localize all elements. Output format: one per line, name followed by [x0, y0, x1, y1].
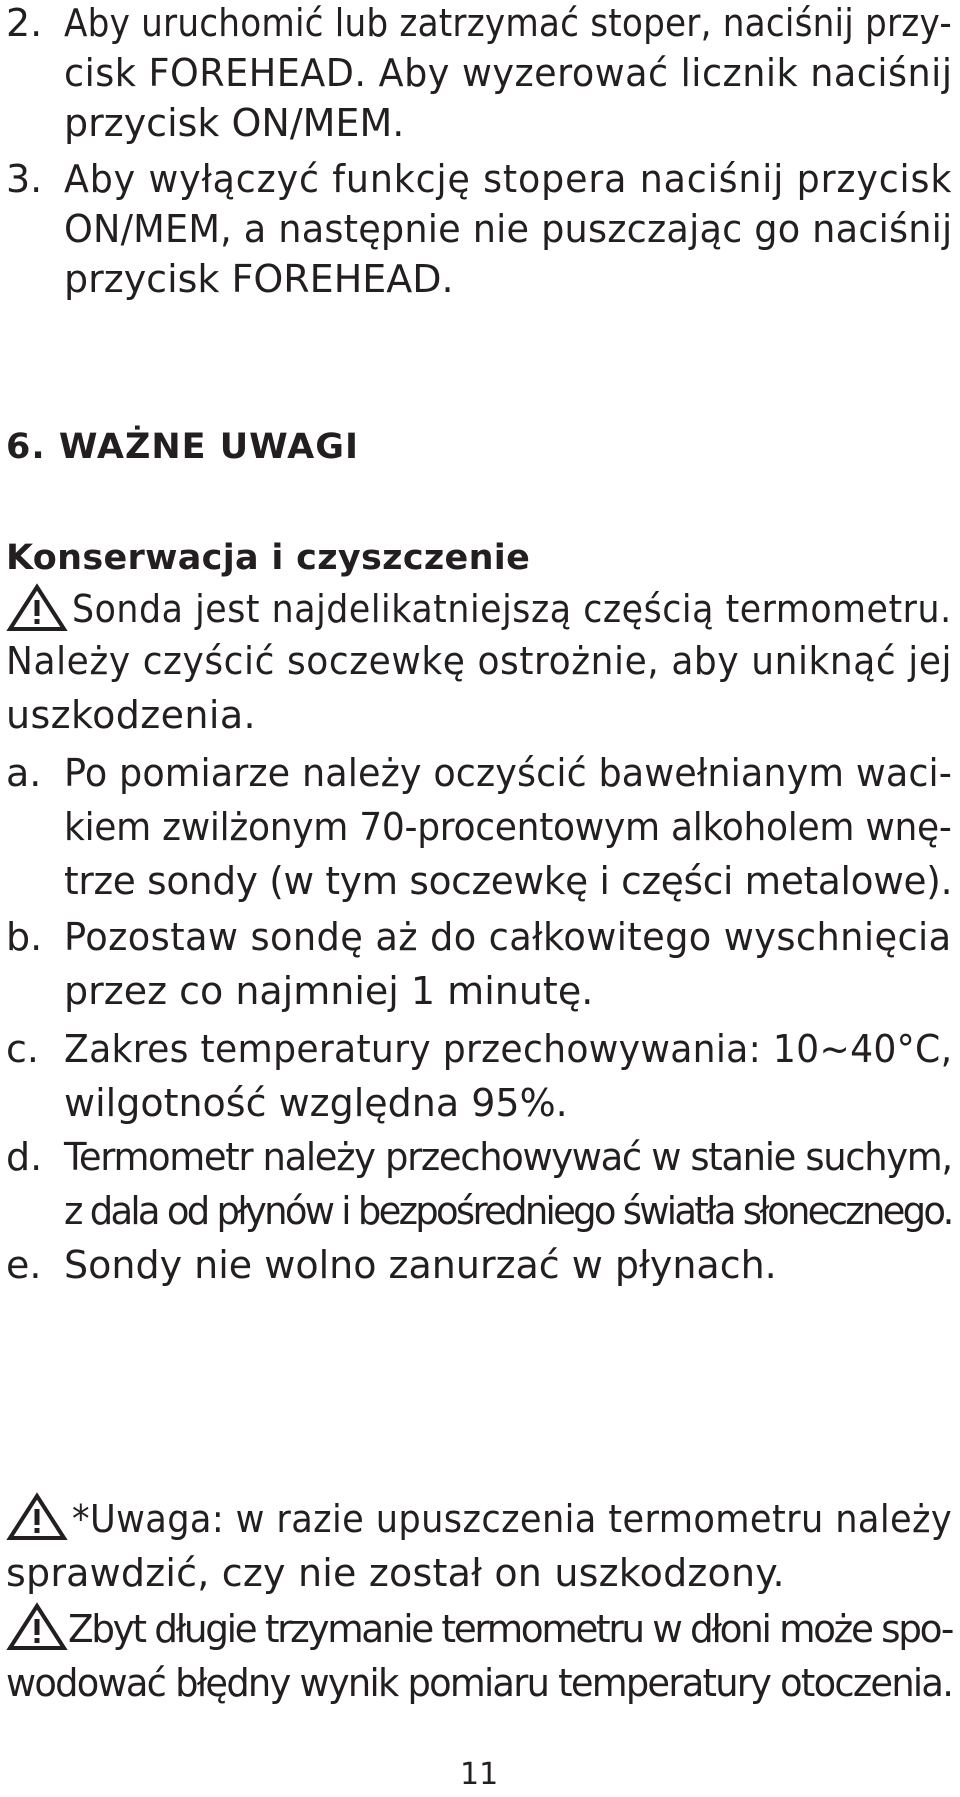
item-line: Pozostaw sondę aż do całkowitego wyschnięcia	[64, 915, 952, 959]
section-title: 6. WAŻNE UWAGI	[6, 427, 360, 467]
item-line: kiem zwilżonym 70-procentowym alkoholem wnę-	[64, 805, 952, 849]
intro-line: Należy czyścić soczewkę ostrożnie, aby uniknąć jej	[6, 639, 953, 683]
item-line: z dala od płynów i bezpośredniego światła słonecznego.	[64, 1189, 952, 1233]
step-marker: 2.	[6, 1, 43, 45]
item-line: trze sondy (w tym soczewkę i części metalowe).	[64, 859, 953, 903]
item-marker: c.	[6, 1027, 39, 1071]
item-line: Termometr należy przechowywać w stanie suchym,	[64, 1135, 952, 1179]
item-marker: b.	[6, 915, 43, 959]
warning-line: wodować błędny wynik pomiaru temperatury otoczenia.	[6, 1661, 953, 1705]
item-line: Zakres temperatury przechowywania: 10~40°C,	[64, 1027, 953, 1071]
item-marker: e.	[6, 1243, 42, 1287]
step-line: przycisk FOREHEAD.	[64, 257, 454, 301]
warning-line: sprawdzić, czy nie został on uszkodzony.	[6, 1551, 785, 1595]
item-line: Sondy nie wolno zanurzać w płynach.	[64, 1243, 777, 1287]
item-line: przez co najmniej 1 minutę.	[64, 969, 594, 1013]
item-marker: d.	[6, 1135, 43, 1179]
intro-line: uszkodzenia.	[6, 693, 256, 737]
warning-line: Zbyt długie trzymanie termometru w dłoni może spo-	[68, 1607, 953, 1651]
warning-icon	[6, 1602, 68, 1652]
step-line: przycisk ON/MEM.	[64, 101, 405, 145]
step-line: ON/MEM, a następnie nie puszczając go naciśnij	[64, 207, 953, 251]
section-subtitle: Konserwacja i czyszczenie	[6, 538, 531, 578]
intro-line: Sonda jest najdelikatniejszą częścią termometru.	[72, 587, 952, 631]
warning-icon	[6, 583, 68, 633]
item-marker: a.	[6, 751, 42, 795]
step-line: Aby wyłączyć funkcję stopera naciśnij przycisk	[64, 157, 953, 201]
step-marker: 3.	[6, 157, 43, 201]
page-number: 11	[460, 1757, 499, 1792]
warning-line: *Uwaga: w razie upuszczenia termometru należy	[72, 1497, 953, 1541]
step-line: cisk FOREHEAD. Aby wyzerować licznik naciśnij	[64, 51, 953, 95]
item-line: wilgotność względna 95%.	[64, 1081, 568, 1125]
warning-icon	[6, 1492, 68, 1542]
item-line: Po pomiarze należy oczyścić bawełnianym waci-	[64, 751, 953, 795]
step-line: Aby uruchomić lub zatrzymać stoper, naciśnij przy-	[64, 1, 952, 45]
